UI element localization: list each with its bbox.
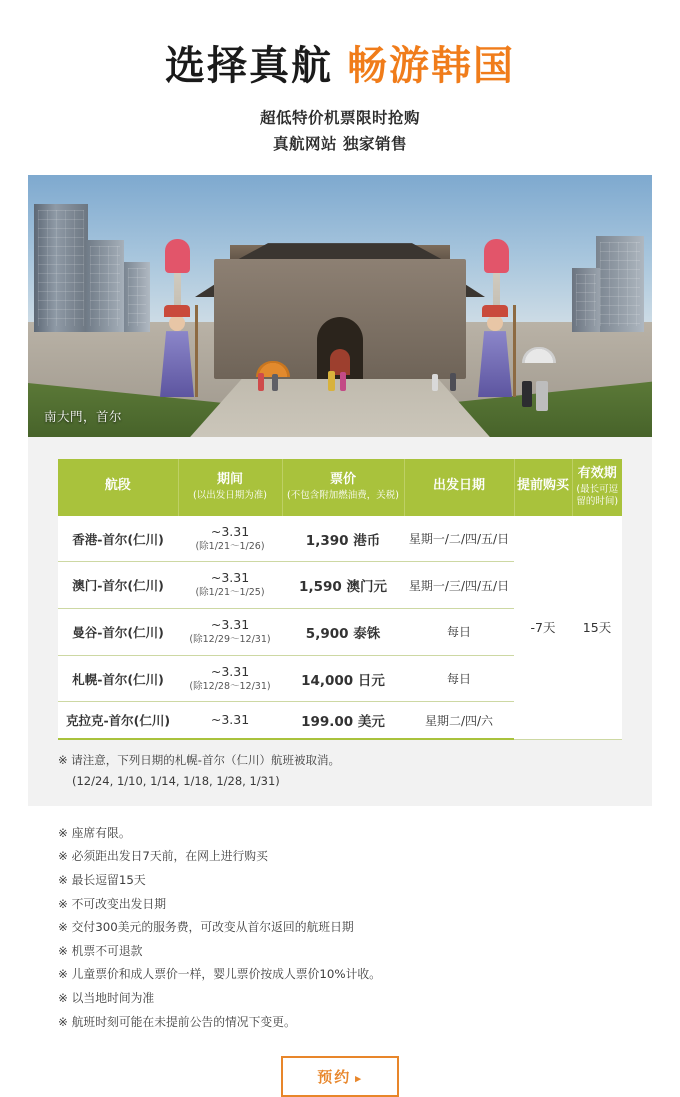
guard-staff bbox=[513, 305, 516, 397]
page-subtitle-line-1: 超低特价机票限时抢购 bbox=[259, 109, 420, 127]
list-item: ※ 儿童票价和成人票价一样，婴儿票价按成人票价10%计收。 bbox=[58, 967, 381, 982]
fare-table-head bbox=[58, 459, 622, 516]
hero-image bbox=[28, 175, 652, 437]
column-header-advance-purchase: 提前购买 bbox=[514, 459, 572, 516]
booking-button-label: 预约 bbox=[317, 1069, 352, 1087]
booking-button[interactable] bbox=[281, 1056, 399, 1097]
page-title-accent: 畅游韩国 bbox=[347, 43, 515, 89]
cell-route: 澳门-首尔(仁川) bbox=[58, 562, 178, 609]
cell-departure-date: 星期一/三/四/五/日 bbox=[404, 562, 514, 609]
cell-validity: 15天 bbox=[572, 516, 622, 740]
page-title-primary: 选择真航 bbox=[165, 43, 333, 89]
tourist-figure bbox=[258, 373, 264, 391]
cell-period: ~3.31 (除12/28～12/31) bbox=[178, 655, 282, 702]
cell-price: 1,390 港币 bbox=[282, 516, 404, 562]
cell-price: 14,000 日元 bbox=[282, 655, 404, 702]
cancelled-flights-note-line-1: ※ 请注意，下列日期的札幌-首尔（仁川）航班被取消。 bbox=[58, 753, 340, 768]
namdaemun-gate bbox=[214, 259, 466, 379]
column-header-departure-date: 出发日期 bbox=[404, 459, 514, 516]
page-header bbox=[0, 0, 680, 157]
cell-price: 199.00 美元 bbox=[282, 702, 404, 740]
page-subtitle bbox=[0, 106, 680, 157]
tourist-figure bbox=[536, 381, 548, 411]
building-icon bbox=[86, 240, 124, 332]
column-header-price: 票价 (不包含附加燃油费，关税) bbox=[282, 459, 404, 516]
column-header-validity: 有效期 (最长可逗留的时间) bbox=[572, 459, 622, 516]
list-item: ※ 最长逗留15天 bbox=[58, 873, 146, 888]
fare-table-section bbox=[28, 437, 652, 806]
building-icon bbox=[124, 262, 150, 332]
list-item: ※ 机票不可退款 bbox=[58, 943, 143, 958]
tourist-figure bbox=[272, 374, 278, 391]
cell-price: 1,590 澳门元 bbox=[282, 562, 404, 609]
page-title bbox=[0, 44, 680, 88]
guard-staff bbox=[195, 305, 198, 397]
hero-caption: 南大門，首尔 bbox=[44, 409, 123, 425]
fare-table-body bbox=[58, 516, 622, 740]
cell-departure-date: 星期二/四/六 bbox=[404, 702, 514, 740]
terms-list bbox=[58, 822, 622, 1034]
guard-hat bbox=[164, 305, 190, 317]
tourist-figure bbox=[432, 374, 438, 391]
cell-route: 香港-首尔(仁川) bbox=[58, 516, 178, 562]
list-item: ※ 必须距出发日7天前，在网上进行购买 bbox=[58, 849, 268, 864]
royal-guard-figure bbox=[478, 305, 512, 397]
guard-head bbox=[169, 315, 185, 331]
building-icon bbox=[572, 268, 600, 332]
list-item: ※ 航班时刻可能在未提前公告的情况下变更。 bbox=[58, 1014, 296, 1029]
table-row bbox=[58, 516, 622, 562]
building-icon bbox=[596, 236, 644, 332]
tourist-figure bbox=[522, 381, 532, 407]
cancelled-flights-note-line-2: (12/24, 1/10, 1/14, 1/18, 1/28, 1/31) bbox=[72, 774, 280, 789]
cancelled-flights-note bbox=[58, 750, 622, 791]
guard-robe bbox=[478, 331, 512, 397]
cell-route: 曼谷-首尔(仁川) bbox=[58, 609, 178, 656]
list-item: ※ 不可改变出发日期 bbox=[58, 896, 167, 911]
cell-price: 5,900 泰铢 bbox=[282, 609, 404, 656]
guard-robe bbox=[160, 331, 194, 397]
building-icon bbox=[34, 204, 88, 332]
tourist-figure bbox=[328, 371, 335, 391]
cell-period: ~3.31 (除12/29～12/31) bbox=[178, 609, 282, 656]
fare-table bbox=[58, 459, 622, 740]
list-item: ※ 座席有限。 bbox=[58, 825, 131, 840]
cta-section bbox=[0, 1056, 680, 1097]
chevron-right-icon: ▸ bbox=[355, 1073, 363, 1086]
list-item: ※ 以当地时间为准 bbox=[58, 990, 155, 1005]
cell-period: ~3.31 (除1/21～1/26) bbox=[178, 516, 282, 562]
column-header-route: 航段 bbox=[58, 459, 178, 516]
gate-archway bbox=[317, 317, 363, 379]
royal-guard-figure bbox=[160, 305, 194, 397]
cell-route: 克拉克-首尔(仁川) bbox=[58, 702, 178, 740]
page-subtitle-line-2: 真航网站 独家销售 bbox=[273, 134, 407, 153]
cell-departure-date: 每日 bbox=[404, 655, 514, 702]
cell-period: ~3.31 bbox=[178, 702, 282, 740]
table-header-row bbox=[58, 459, 622, 516]
tourist-figure bbox=[450, 373, 456, 391]
cell-route: 札幌-首尔(仁川) bbox=[58, 655, 178, 702]
cell-departure-date: 每日 bbox=[404, 609, 514, 656]
guard-hat bbox=[482, 305, 508, 317]
guard-head bbox=[487, 315, 503, 331]
tourist-figure bbox=[340, 372, 346, 391]
cell-period: ~3.31 (除1/21～1/25) bbox=[178, 562, 282, 609]
list-item: ※ 交付300美元的服务费，可改变从首尔返回的航班日期 bbox=[58, 920, 354, 935]
cell-departure-date: 星期一/二/四/五/日 bbox=[404, 516, 514, 562]
cell-advance-purchase: -7天 bbox=[514, 516, 572, 740]
column-header-period: 期间 (以出发日期为准) bbox=[178, 459, 282, 516]
